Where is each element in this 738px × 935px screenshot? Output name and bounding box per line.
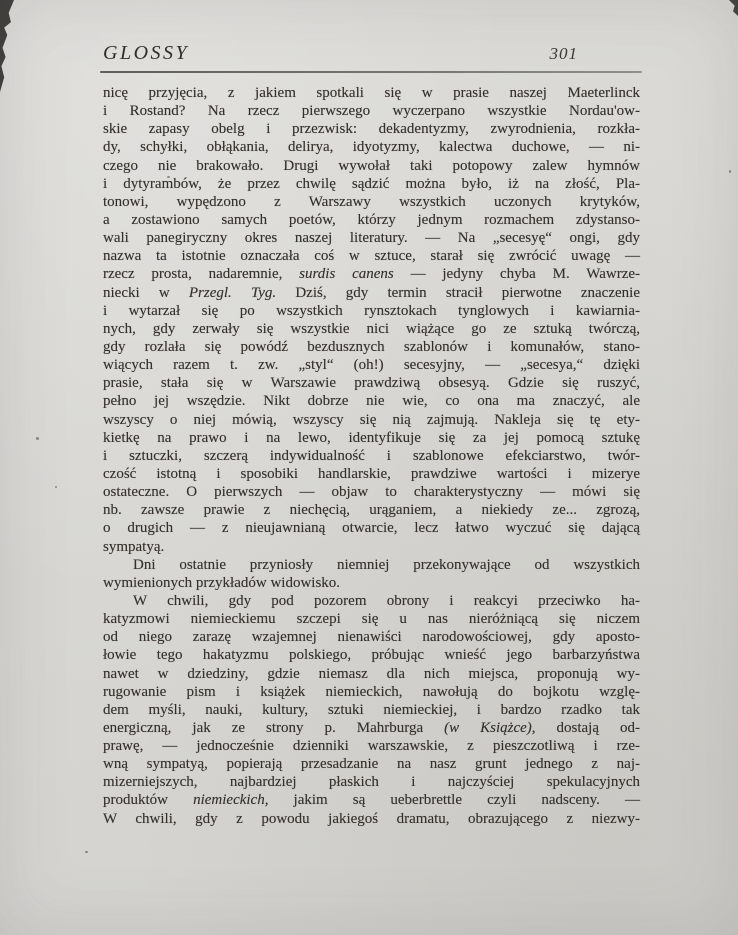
- text-line: W chwili, gdy pod pozorem obrony i reakcyi przeciwko ha-: [133, 592, 640, 609]
- text-line: nawet w dziedziny, gdzie niemasz dla nich miejsca, proponują wy-: [103, 665, 640, 682]
- text-line: wymienionych przykładów widowisko.: [103, 574, 341, 591]
- text-line: niecki w Przegl. Tyg. Dziś, gdy termin stracił pierwotne znaczenie: [103, 284, 640, 301]
- paper-speck: [55, 486, 57, 488]
- text-line: produktów niemieckich, jakim są ueberbrettle czyli nadsceny. —: [103, 792, 641, 809]
- text-line: dem myśli, nauki, kultury, sztuki niemieckiej, i bardzo rzadko tak: [103, 701, 640, 718]
- text-line: Dni ostatnie przyniosły niemniej przekonywające od wszystkich: [133, 556, 640, 573]
- italic-text: (w Książce),: [444, 719, 536, 736]
- text-line: sympatyą.: [103, 538, 165, 555]
- text-line: wali panegiryczny okres naszej literatury. — Na „secesyę“ ongi, gdy: [103, 230, 640, 247]
- page-number: 301: [549, 44, 578, 63]
- italic-text: niemieckich,: [193, 792, 269, 809]
- text-line: nicę przyjęcia, z jakiem spotkali się w prasie naszej Maeterlinck: [103, 85, 640, 101]
- paper-speck: [36, 437, 39, 440]
- italic-text: surdis canens: [299, 266, 394, 283]
- text-line: od niego zarazę wzajemnej nienawiści narodowościowej, gdy aposto-: [103, 629, 640, 646]
- page-header: [103, 42, 640, 65]
- text-line: dy, schyłki, obłąkania, delirya, idyotyzmy, kalectwa duchowe, — ni-: [103, 139, 640, 156]
- running-title: GLOSSY: [103, 42, 190, 64]
- text-line: czość istotną i sposobiki handlarskie, prawdziwe wartości i mizerye: [103, 465, 640, 482]
- text-line: gdy rozlała się powódź bezdusznych szablonów i komunałów, stano-: [103, 338, 640, 355]
- text-line: czego nie brakowało. Drugi wywołał taki potopowy zalew hymnów: [103, 157, 640, 174]
- text-line: wszyscy o niej mówią, wszyscy się nią zajmują. Nakleja się tę ety-: [103, 411, 640, 428]
- text-line: i dytyrambów, że przez chwilę sądzić można było, iż na złość, Pla-: [103, 175, 640, 192]
- page-body: [103, 84, 640, 828]
- text-line: wną sympatyą, popierają przesadzanie na nasz grunt jednego z naj-: [103, 756, 640, 773]
- text-line: skie zapasy obelg i przezwisk: dekadentyzmy, zwyrodnienia, rozkła-: [103, 121, 640, 138]
- text-line: i Rostand? Na rzecz pierwszego wyczerpano wszystkie Nordau'ow-: [103, 103, 640, 120]
- text-line: rzecz prosta, nadaremnie, surdis canens — jedyny chyba M. Wawrze-: [103, 266, 641, 283]
- italic-text: Przegl. Tyg.: [188, 284, 277, 301]
- paper-speck: [729, 170, 731, 173]
- text-line: nazwa ta istotnie oznaczała coś w sztuce, starał się zwrócić uwagę —: [103, 248, 640, 265]
- text-line: wiących razem t. zw. „styl“ (oh!) secesyjny, — „secesya,“ dzięki: [103, 357, 640, 374]
- text-line: prawę, — jednocześnie dzienniki warszawskie, z pieszczotliwą i rze-: [103, 738, 640, 755]
- text-line: kietkę na prawo i na lewo, identyfikuje się za jej pomocą sztukę: [103, 429, 640, 446]
- text-line: tonowi, wypędzono z Warszawy wszystkich uczonych krytyków,: [103, 193, 640, 210]
- text-line: W chwili, gdy z powodu jakiegoś dramatu, obrazującego z niezwy-: [103, 810, 640, 827]
- text-line: i wytarzał się po wszystkich rynsztokach tynglowych i kawiarnia-: [103, 302, 640, 319]
- text-line: i sztuczki, szczerą indywidualność i szablonowe efekciarstwo, twór-: [103, 447, 640, 464]
- text-line: nb. zawsze prawie z niechęcią, urąganiem, a niekiedy ze... zgrozą,: [103, 502, 640, 519]
- text-line: łowie tego hakatyzmu polskiego, próbując wnieść jego barbarzyństwa: [103, 647, 640, 664]
- text-line: o drugich — z nieujawnianą otwarcie, lecz łatwo wyczuć się dającą: [103, 520, 640, 537]
- text-line: prasie, stała się w Warszawie prawdziwą obsesyą. Gdzie się ruszyć,: [103, 375, 640, 392]
- text-line: a zostawiono samych poetów, którzy jednym rozmachem zdystanso-: [103, 211, 640, 228]
- text-line: rugowanie pism i książek niemieckich, nawołują do bojkotu wzglę-: [103, 683, 640, 700]
- text-line: katyzmowi niemieckiemu szczepi się u nas nieróżniącą się niczem: [103, 611, 640, 628]
- paper-speck: [85, 851, 88, 853]
- text-line: ostateczne. O pierwszych — objaw to charakterystyczny — mówi się: [103, 484, 640, 501]
- text-line: pełno jej wszędzie. Nikt dobrze nie wie, co ona ma znaczyć, ale: [103, 393, 640, 410]
- text-line: nych, gdy zerwały się wszystkie nici wiążące go ze sztuką twórczą,: [103, 320, 640, 337]
- scan-edge-artifact: [727, 0, 738, 16]
- text-line: energiczną, jak ze strony p. Mahrburga (w Książce), dostają od-: [103, 719, 640, 736]
- header-rule: [100, 71, 642, 73]
- text-line: mizerniejszych, najbardziej płaskich i najczyściej spekulacyjnych: [103, 774, 640, 791]
- scan-edge-artifact: [0, 0, 14, 92]
